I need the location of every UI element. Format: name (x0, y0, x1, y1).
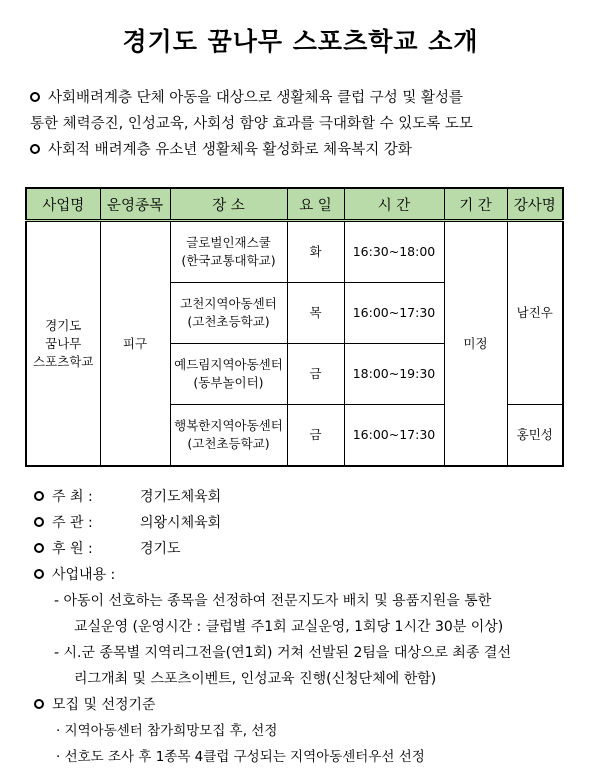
intro-line-2: 통한 체력증진, 인성교육, 사회성 함양 효과를 극대화할 수 있도록 도모 (30, 116, 473, 132)
place-cell: 행복한지역아동센터 (고천초등학교) (170, 405, 287, 467)
place-cell: 고천지역아동센터 (고천초등학교) (170, 283, 287, 344)
sport-cell: 피구 (100, 221, 170, 467)
header-sport: 운영종목 (100, 188, 170, 221)
circle-bullet-icon (34, 569, 44, 579)
circle-bullet-icon (30, 92, 40, 102)
circle-bullet-icon (34, 491, 44, 501)
organizer-row: 주 관 : 의왕시체육회 (34, 510, 579, 536)
table-row (26, 221, 563, 283)
intro-line-1: 사회배려계층 단체 아동을 대상으로 생활체육 클럽 구성 및 활성를 (30, 85, 585, 111)
day-cell: 목 (287, 283, 344, 344)
circle-bullet-icon (34, 699, 44, 709)
circle-bullet-icon (34, 517, 44, 527)
place-cell: 예드림지역아동센터 (동부놀이터) (170, 344, 287, 405)
sponsor-row: 후 원 : 경기도 (34, 536, 579, 562)
content-item-2b: 리그개최 및 스포츠이벤트, 인성교육 진행(신청단체에 한함) (74, 671, 437, 687)
day-cell: 화 (287, 221, 344, 283)
header-instructor: 강사명 (507, 188, 563, 221)
period-cell: 미정 (444, 221, 507, 467)
host-row: 주 최 : 경기도체육회 (34, 484, 579, 510)
recruit-item-2: · 선호도 조사 후 1종목 4클럽 구성되는 지역아동센터우선 선정 (56, 749, 425, 765)
time-cell: 18:00~19:30 (344, 344, 444, 405)
header-time: 시 간 (344, 188, 444, 221)
content-item-1a: - 아동이 선호하는 종목을 선정하여 전문지도자 배치 및 용품지원을 통한 (54, 593, 492, 609)
header-program: 사업명 (26, 188, 100, 221)
day-cell: 금 (287, 405, 344, 467)
content-item-2a: - 시.군 종목별 지역리그전을(연1회) 거쳐 선발된 2팀을 대상으로 최종 결선 (54, 645, 511, 661)
intro-line-3: 사회적 배려계층 유소년 생활체육 활성화로 체육복지 강화 (30, 137, 585, 163)
place-cell: 글로벌인재스쿨 (한국교통대학교) (170, 221, 287, 283)
table-header-row (26, 188, 563, 221)
recruit-row: 모집 및 선정기준 (34, 692, 579, 718)
time-cell: 16:00~17:30 (344, 405, 444, 467)
intro-section (30, 85, 585, 163)
day-cell: 금 (287, 344, 344, 405)
header-period: 기 간 (444, 188, 507, 221)
page-title: 경기도 꿈나무 스포츠학교 소개 (122, 27, 479, 56)
recruit-item-1: · 지역아동센터 참가희망모집 후, 선정 (56, 723, 278, 739)
content-row: 사업내용 : (34, 562, 579, 588)
content-item-1b: 교실운영 (운영시간 : 클럽별 주1회 교실운영, 1회당 1시간 30분 이상) (74, 619, 504, 635)
header-place: 장 소 (170, 188, 287, 221)
circle-bullet-icon (34, 543, 44, 553)
program-cell: 경기도 꿈나무 스포츠학교 (26, 221, 100, 467)
time-cell: 16:30~18:00 (344, 221, 444, 283)
time-cell: 16:00~17:30 (344, 283, 444, 344)
circle-bullet-icon (30, 144, 40, 154)
instructor-cell: 홍민성 (507, 405, 563, 467)
header-day: 요 일 (287, 188, 344, 221)
details-section (34, 484, 579, 770)
instructor-cell: 남진우 (507, 221, 563, 405)
schedule-table (25, 187, 564, 467)
